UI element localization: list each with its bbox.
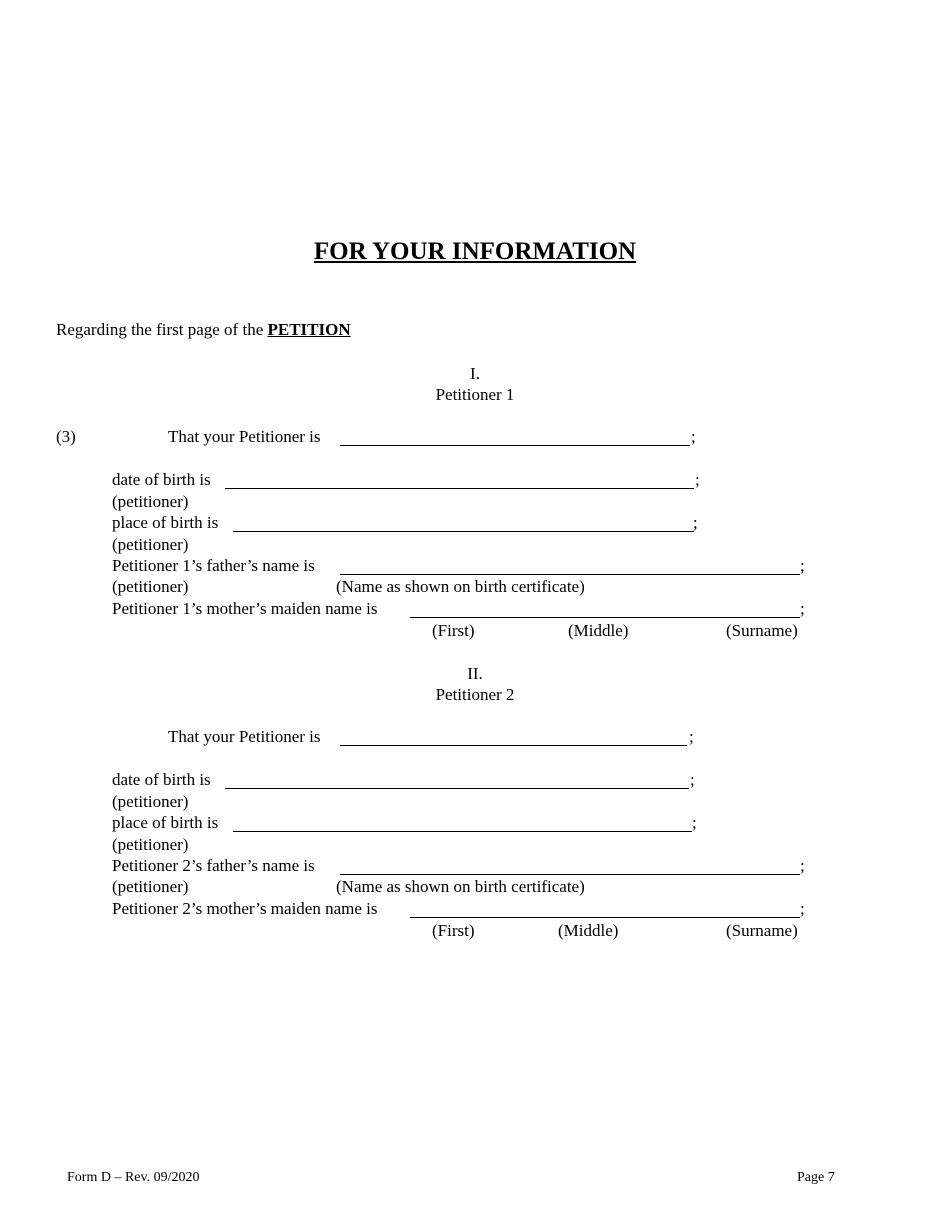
s1-father-field[interactable]	[340, 574, 800, 575]
s1-surname-caption: (Surname)	[726, 621, 798, 640]
s1-pob-field[interactable]	[233, 531, 694, 532]
s1-father-note: (Name as shown on birth certificate)	[336, 577, 585, 596]
s1-first-caption: (First)	[432, 621, 475, 640]
s2-mother-field[interactable]	[410, 917, 800, 918]
s2-pob-label: place of birth is	[112, 813, 219, 832]
s2-pob-sub: (petitioner)	[112, 835, 189, 854]
s2-dob-label: date of birth is	[112, 770, 211, 789]
semicolon: ;	[689, 727, 694, 746]
footer-form-id: Form D – Rev. 09/2020	[67, 1170, 200, 1185]
s2-dob-field[interactable]	[225, 788, 689, 789]
footer-page-number: Page 7	[797, 1170, 835, 1185]
s2-petitioner-label: That your Petitioner is	[168, 727, 321, 746]
semicolon: ;	[691, 427, 696, 446]
s1-dob-label: date of birth is	[112, 470, 211, 489]
s1-pob-sub: (petitioner)	[112, 535, 189, 554]
semicolon: ;	[800, 856, 805, 875]
s1-dob-sub: (petitioner)	[112, 492, 189, 511]
s1-mother-label: Petitioner 1’s mother’s maiden name is	[112, 599, 378, 618]
section1-heading: Petitioner 1	[435, 385, 515, 404]
intro-line	[56, 320, 351, 340]
s2-father-note: (Name as shown on birth certificate)	[336, 877, 585, 896]
semicolon: ;	[800, 899, 805, 918]
s2-father-sub: (petitioner)	[112, 877, 189, 896]
s2-father-label: Petitioner 2’s father’s name is	[112, 856, 315, 875]
s1-middle-caption: (Middle)	[568, 621, 629, 640]
page-title: FOR YOUR INFORMATION	[313, 238, 637, 265]
s2-petitioner-field[interactable]	[340, 745, 687, 746]
item-number: (3)	[56, 427, 76, 446]
s2-pob-field[interactable]	[233, 831, 692, 832]
s1-dob-field[interactable]	[225, 488, 694, 489]
s2-mother-label: Petitioner 2’s mother’s maiden name is	[112, 899, 378, 918]
s1-petitioner-field[interactable]	[340, 445, 690, 446]
s1-mother-field[interactable]	[410, 617, 800, 618]
semicolon: ;	[692, 813, 697, 832]
semicolon: ;	[800, 556, 805, 575]
section1-numeral: I.	[470, 364, 480, 383]
intro-petition-bold: PETITION	[267, 320, 351, 339]
s2-first-caption: (First)	[432, 921, 475, 940]
s2-dob-sub: (petitioner)	[112, 792, 189, 811]
section2-numeral: II.	[467, 664, 483, 683]
s2-middle-caption: (Middle)	[558, 921, 619, 940]
intro-text: Regarding the first page of the	[56, 320, 268, 339]
semicolon: ;	[693, 513, 698, 532]
s1-father-sub: (petitioner)	[112, 577, 189, 596]
s1-petitioner-label: That your Petitioner is	[168, 427, 321, 446]
semicolon: ;	[690, 770, 695, 789]
s1-father-label: Petitioner 1’s father’s name is	[112, 556, 315, 575]
s2-father-field[interactable]	[340, 874, 800, 875]
s2-surname-caption: (Surname)	[726, 921, 798, 940]
s1-pob-label: place of birth is	[112, 513, 219, 532]
semicolon: ;	[695, 470, 700, 489]
section2-heading: Petitioner 2	[435, 685, 515, 704]
semicolon: ;	[800, 599, 805, 618]
